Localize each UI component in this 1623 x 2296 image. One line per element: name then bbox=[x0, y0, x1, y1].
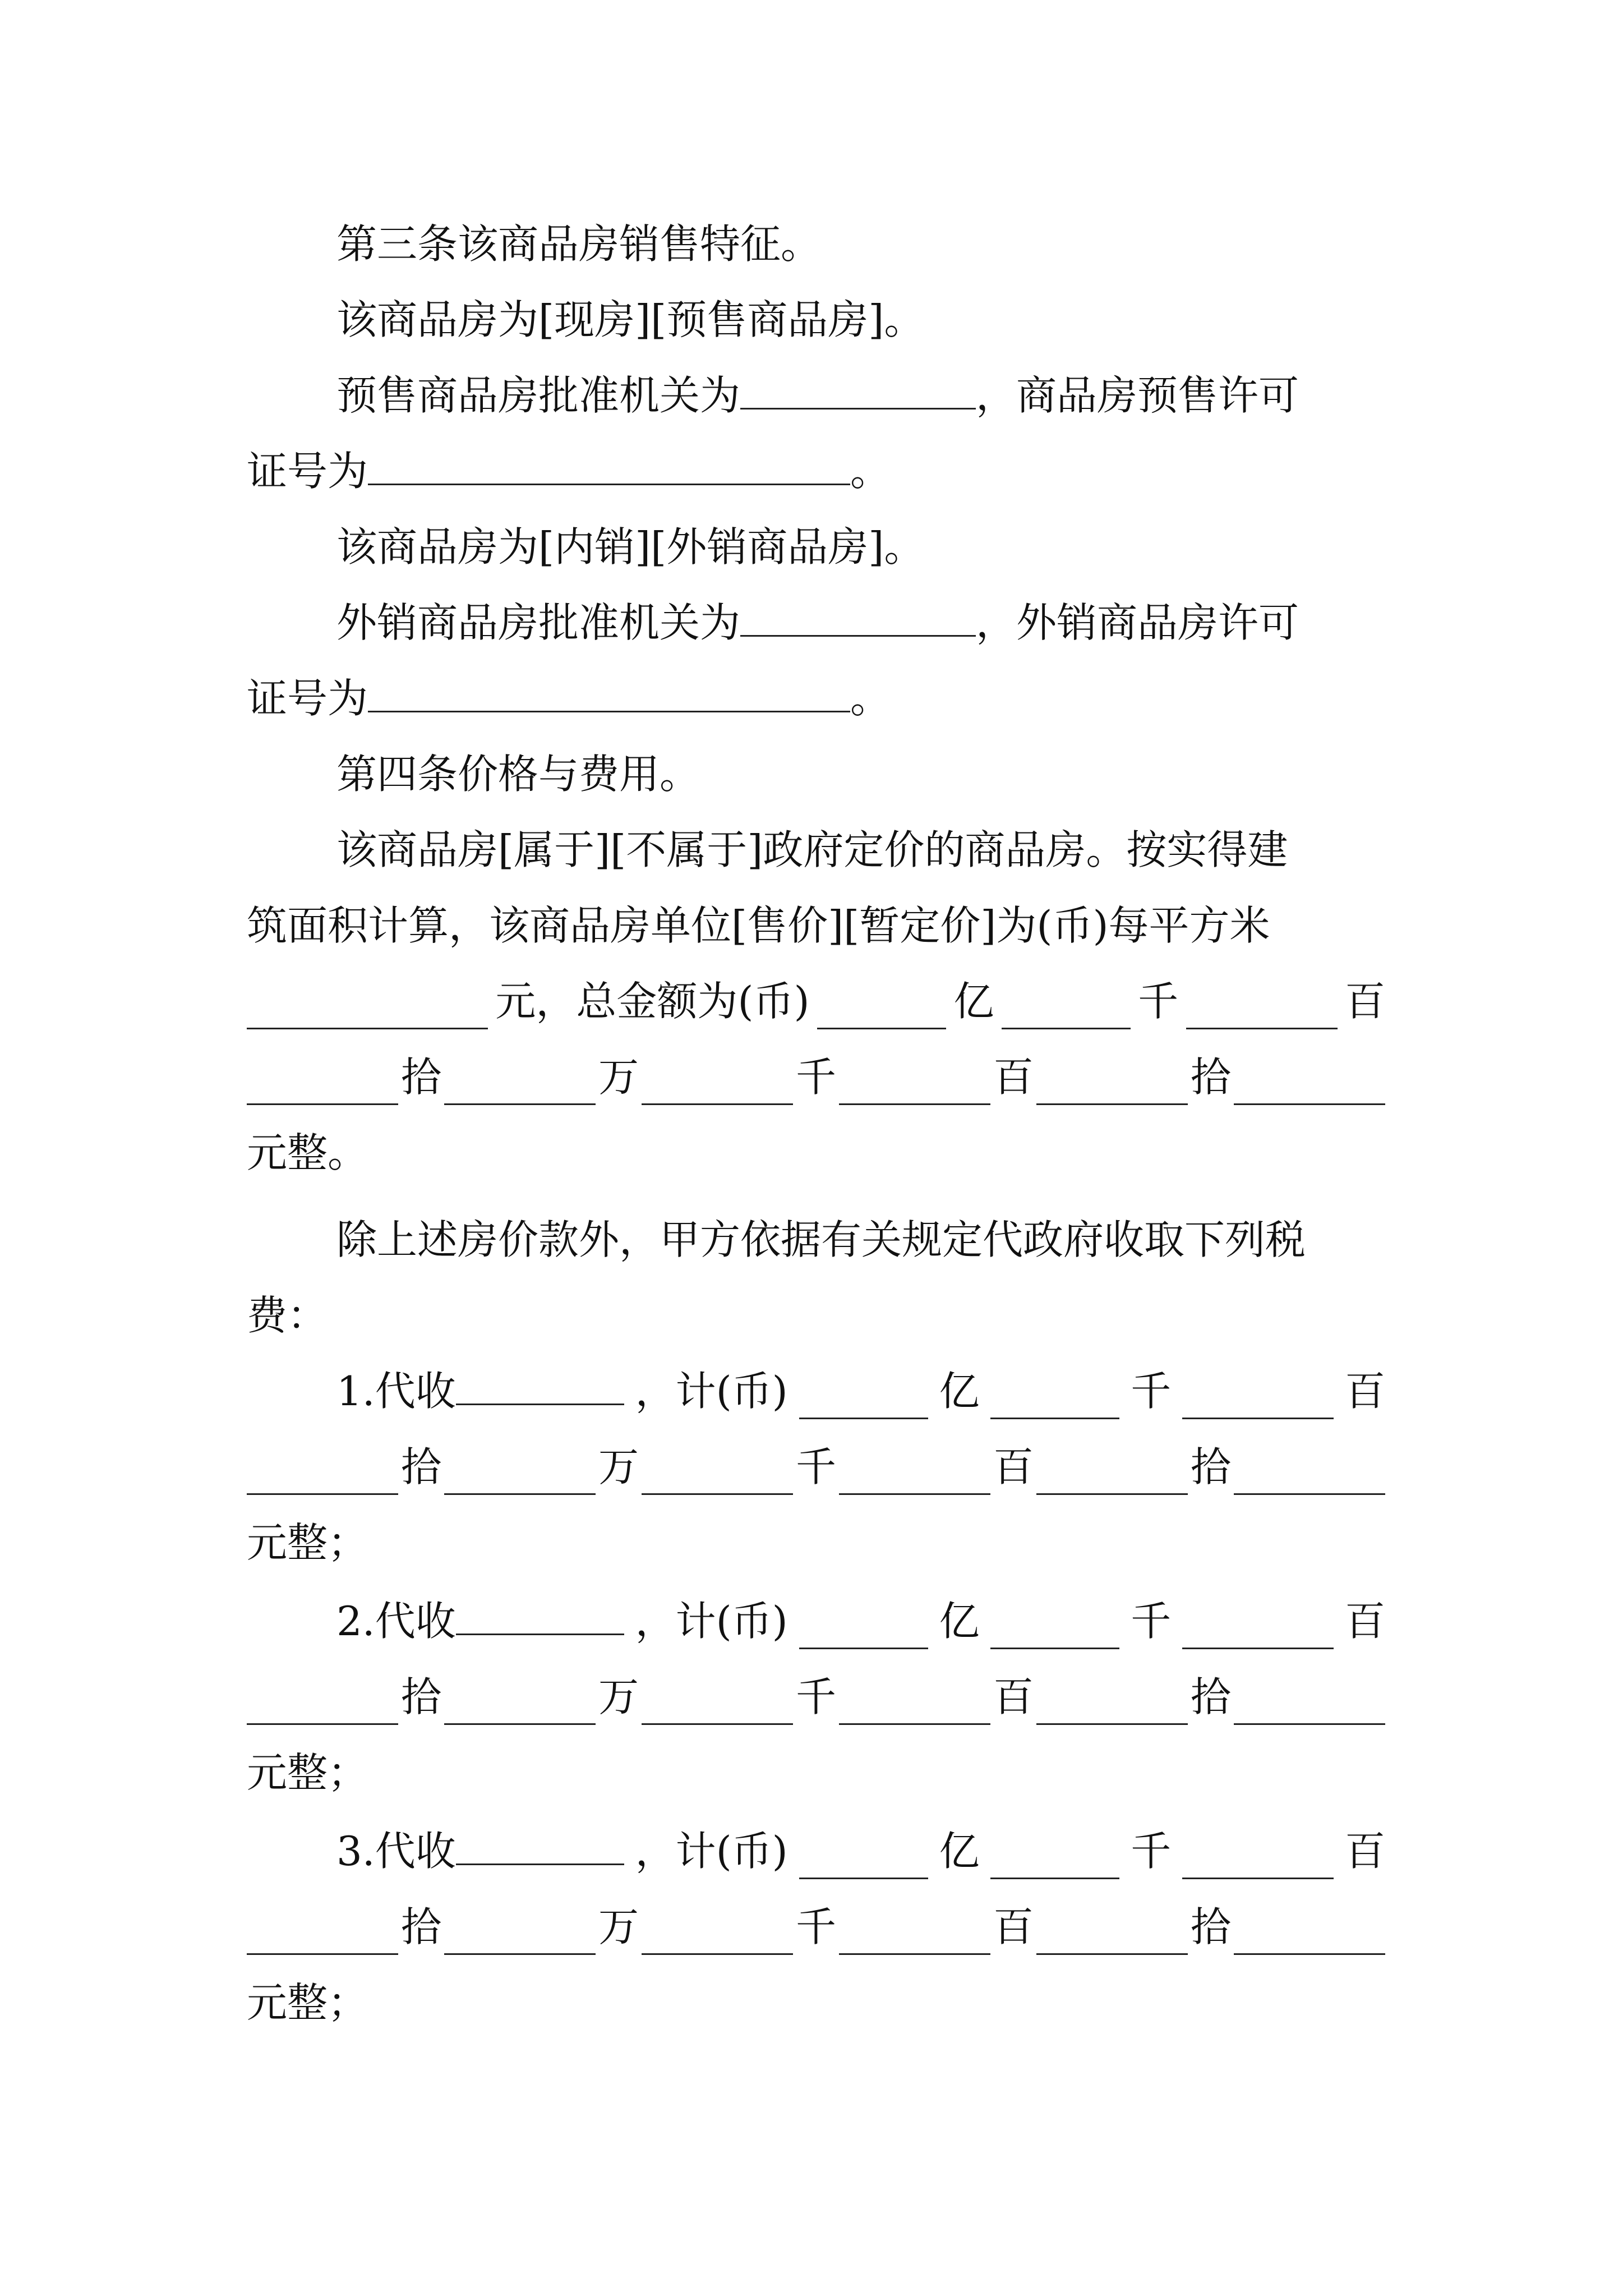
blank-yi[interactable] bbox=[817, 993, 946, 1029]
fee-1-blank-f[interactable] bbox=[1234, 1458, 1385, 1495]
blank-4[interactable] bbox=[839, 1069, 990, 1105]
fee-2-blank-d[interactable] bbox=[839, 1688, 990, 1725]
fee-3-blank-qian[interactable] bbox=[990, 1843, 1119, 1879]
article4-line1: 该商品房[属于][不属于]政府定价的商品房。按实得建 bbox=[336, 826, 1288, 873]
article4-line2: 筑面积计算，该商品房单位[售价][暂定价]为(币)每平方米 bbox=[247, 902, 1270, 949]
fee-3-item-blank[interactable] bbox=[456, 1829, 624, 1865]
fee-2-end: 元整； bbox=[247, 1749, 368, 1796]
fee-1-blank-e[interactable] bbox=[1036, 1458, 1188, 1495]
fee-1-blank-c[interactable] bbox=[642, 1458, 793, 1495]
fee-3-blank-b[interactable] bbox=[444, 1918, 596, 1955]
fee-1-blank-a[interactable] bbox=[247, 1458, 398, 1495]
export-permit-blank[interactable] bbox=[368, 676, 850, 712]
article4-title: 第四条价格与费用。 bbox=[336, 751, 700, 798]
total-amount-line: 元，总金额为(币) 亿 千 百 bbox=[247, 973, 1385, 1029]
fee-3-blank-e[interactable] bbox=[1036, 1918, 1188, 1955]
article3-type-line: 该商品房为[现房][预售商品房]。 bbox=[336, 296, 925, 343]
article3-title: 第三条该商品房销售特征。 bbox=[336, 220, 822, 268]
fee-1-line1: 1.代收 ，计(币) 亿 千 百 bbox=[247, 1363, 1385, 1419]
fee-3-blank-c[interactable] bbox=[642, 1918, 793, 1955]
blank-2[interactable] bbox=[444, 1069, 596, 1105]
fee-1-blank-qian[interactable] bbox=[990, 1383, 1119, 1419]
fee-3-blank-yi[interactable] bbox=[799, 1843, 928, 1879]
fee-3-blank-bai[interactable] bbox=[1182, 1843, 1334, 1879]
presale-permit-blank[interactable] bbox=[368, 449, 850, 485]
fee-2-blank-f[interactable] bbox=[1234, 1688, 1385, 1725]
fee-2-blank-e[interactable] bbox=[1036, 1688, 1188, 1725]
fee-1-blank-b[interactable] bbox=[444, 1458, 596, 1495]
fee-2-blank-b[interactable] bbox=[444, 1688, 596, 1725]
blank-5[interactable] bbox=[1036, 1069, 1188, 1105]
fee-3-blank-f[interactable] bbox=[1234, 1918, 1385, 1955]
blank-1[interactable] bbox=[247, 1069, 398, 1105]
sales-type-line: 该商品房为[内销][外销商品房]。 bbox=[336, 523, 925, 570]
total-amount-end: 元整。 bbox=[247, 1129, 368, 1176]
total-amount-line2: 拾 万 千 百 拾 bbox=[247, 1049, 1385, 1105]
unit-price-blank[interactable] bbox=[247, 993, 488, 1029]
fee-1-line2: 拾 万 千 百 拾 bbox=[247, 1439, 1385, 1495]
export-authority-blank[interactable] bbox=[740, 600, 976, 637]
fee-2-blank-bai[interactable] bbox=[1182, 1613, 1334, 1649]
fee-2-blank-yi[interactable] bbox=[799, 1613, 928, 1649]
fee-2-blank-a[interactable] bbox=[247, 1688, 398, 1725]
taxes-intro-line2: 费： bbox=[247, 1292, 328, 1339]
export-permit-line: 证号为 。 bbox=[247, 675, 891, 722]
fee-3-line1: 3.代收 ，计(币) 亿 千 百 bbox=[247, 1823, 1385, 1879]
blank-6[interactable] bbox=[1234, 1069, 1385, 1105]
fee-1-end: 元整； bbox=[247, 1519, 368, 1566]
fee-2-item-blank[interactable] bbox=[456, 1599, 624, 1635]
taxes-intro-line1: 除上述房价款外，甲方依据有关规定代政府收取下列税 bbox=[336, 1216, 1306, 1263]
fee-1-blank-yi[interactable] bbox=[799, 1383, 928, 1419]
fee-1-blank-d[interactable] bbox=[839, 1458, 990, 1495]
fee-3-blank-d[interactable] bbox=[839, 1918, 990, 1955]
fee-1-blank-bai[interactable] bbox=[1182, 1383, 1334, 1419]
fee-2-line2: 拾 万 千 百 拾 bbox=[247, 1669, 1385, 1725]
presale-authority-blank[interactable] bbox=[740, 373, 976, 409]
presale-authority-line: 预售商品房批准机关为 ，商品房预售许可 bbox=[336, 372, 1299, 419]
fee-1-item-blank[interactable] bbox=[456, 1369, 624, 1405]
fee-3-end: 元整； bbox=[247, 1979, 368, 2026]
blank-qian[interactable] bbox=[1002, 993, 1131, 1029]
fee-2-blank-qian[interactable] bbox=[990, 1613, 1119, 1649]
fee-2-blank-c[interactable] bbox=[642, 1688, 793, 1725]
fee-3-line2: 拾 万 千 百 拾 bbox=[247, 1899, 1385, 1955]
fee-3-blank-a[interactable] bbox=[247, 1918, 398, 1955]
blank-bai[interactable] bbox=[1186, 993, 1338, 1029]
blank-3[interactable] bbox=[642, 1069, 793, 1105]
presale-permit-line: 证号为 。 bbox=[247, 448, 891, 495]
fee-2-line1: 2.代收 ，计(币) 亿 千 百 bbox=[247, 1593, 1385, 1649]
export-authority-line: 外销商品房批准机关为 ，外销商品房许可 bbox=[336, 599, 1299, 646]
